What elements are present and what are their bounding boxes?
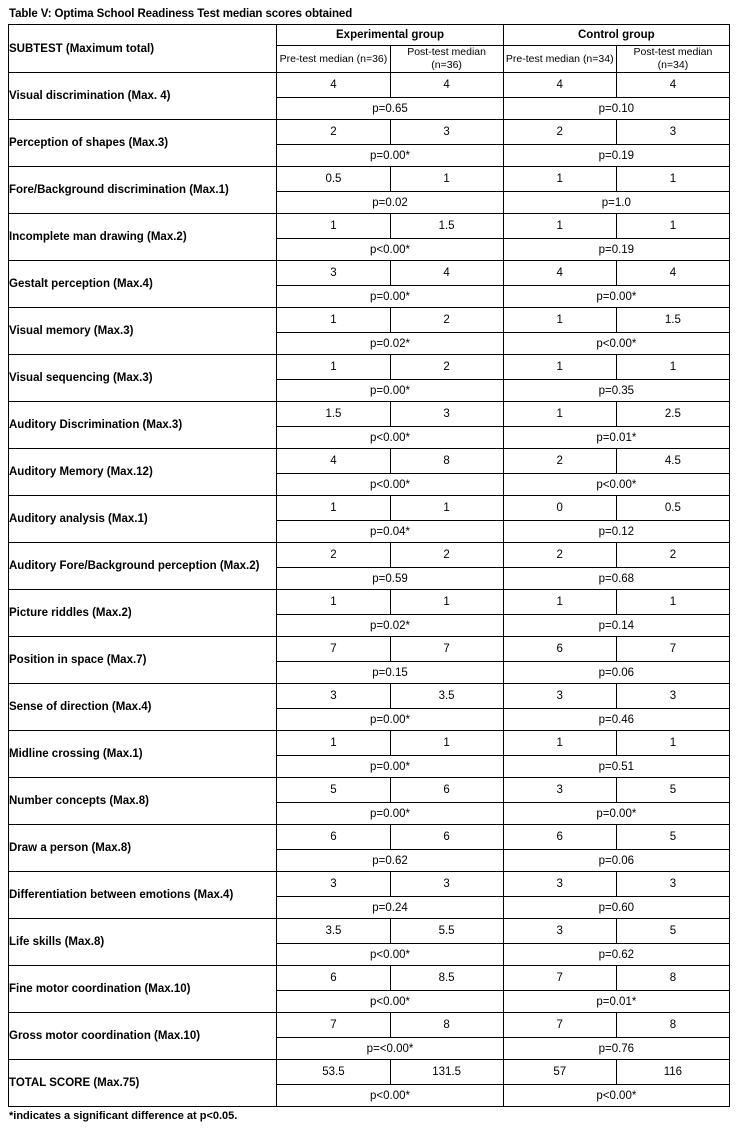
cell-ctrl-pvalue: p=0.76 (503, 1038, 729, 1060)
cell-ctrl-pretest: 2 (503, 449, 616, 474)
cell-exp-pretest: 7 (277, 637, 390, 662)
table-row (9, 919, 730, 944)
cell-exp-posttest: 1 (390, 167, 503, 192)
table-row (9, 120, 730, 145)
cell-ctrl-posttest: 8 (616, 966, 729, 991)
cell-exp-pretest: 3 (277, 684, 390, 709)
cell-ctrl-pvalue: p<0.00* (503, 474, 729, 496)
cell-exp-pvalue: p=0.02 (277, 192, 503, 214)
row-subtest-label: Gross motor coordination (Max.10) (9, 1013, 277, 1060)
cell-ctrl-posttest: 1 (616, 731, 729, 756)
table-body (9, 73, 730, 1107)
cell-ctrl-posttest: 3 (616, 872, 729, 897)
cell-exp-pvalue: p=0.59 (277, 568, 503, 590)
row-subtest-label: Auditory Memory (Max.12) (9, 449, 277, 496)
cell-exp-posttest: 3.5 (390, 684, 503, 709)
row-subtest-label: Visual memory (Max.3) (9, 308, 277, 355)
table-row (9, 496, 730, 521)
cell-exp-pretest: 1 (277, 308, 390, 333)
cell-ctrl-pretest: 7 (503, 966, 616, 991)
cell-ctrl-posttest: 1 (616, 355, 729, 380)
table-row (9, 1060, 730, 1085)
table-row (9, 308, 730, 333)
cell-ctrl-pvalue: p=0.12 (503, 521, 729, 543)
table-row (9, 731, 730, 756)
table-row (9, 73, 730, 98)
cell-exp-pretest: 1.5 (277, 402, 390, 427)
table-row (9, 684, 730, 709)
table-row (9, 167, 730, 192)
row-subtest-label: Picture riddles (Max.2) (9, 590, 277, 637)
cell-exp-posttest: 131.5 (390, 1060, 503, 1085)
cell-ctrl-pvalue: p=0.62 (503, 944, 729, 966)
header-exp-posttest: Post-test median (n=36) (390, 46, 503, 73)
row-subtest-label: Draw a person (Max.8) (9, 825, 277, 872)
cell-exp-pvalue: p=0.00* (277, 709, 503, 731)
cell-exp-pvalue: p=0.00* (277, 803, 503, 825)
header-row-groups (9, 25, 730, 46)
row-subtest-label: TOTAL SCORE (Max.75) (9, 1060, 277, 1107)
cell-ctrl-pretest: 6 (503, 637, 616, 662)
cell-ctrl-pvalue: p=0.35 (503, 380, 729, 402)
cell-exp-pvalue: p<0.00* (277, 474, 503, 496)
cell-exp-posttest: 8 (390, 1013, 503, 1038)
cell-exp-posttest: 2 (390, 543, 503, 568)
table-row (9, 966, 730, 991)
row-subtest-label: Auditory Discrimination (Max.3) (9, 402, 277, 449)
row-subtest-label: Auditory analysis (Max.1) (9, 496, 277, 543)
cell-exp-pvalue: p<0.00* (277, 239, 503, 261)
cell-ctrl-pretest: 1 (503, 731, 616, 756)
cell-exp-posttest: 8 (390, 449, 503, 474)
cell-exp-pvalue: p=0.65 (277, 98, 503, 120)
cell-exp-pretest: 1 (277, 355, 390, 380)
cell-ctrl-pvalue: p=0.00* (503, 803, 729, 825)
cell-ctrl-pretest: 1 (503, 167, 616, 192)
cell-exp-pvalue: p<0.00* (277, 427, 503, 449)
cell-exp-pvalue: p=0.00* (277, 145, 503, 167)
cell-ctrl-pretest: 3 (503, 684, 616, 709)
cell-ctrl-posttest: 1.5 (616, 308, 729, 333)
cell-ctrl-posttest: 7 (616, 637, 729, 662)
cell-exp-pretest: 1 (277, 590, 390, 615)
cell-exp-pvalue: p=0.15 (277, 662, 503, 684)
cell-exp-pretest: 0.5 (277, 167, 390, 192)
cell-ctrl-posttest: 4.5 (616, 449, 729, 474)
cell-exp-pretest: 3 (277, 872, 390, 897)
cell-exp-posttest: 2 (390, 355, 503, 380)
cell-exp-pretest: 2 (277, 120, 390, 145)
cell-ctrl-pvalue: p=0.68 (503, 568, 729, 590)
cell-ctrl-pvalue: p=1.0 (503, 192, 729, 214)
cell-ctrl-pvalue: p=0.14 (503, 615, 729, 637)
readiness-score-table (8, 24, 730, 1107)
row-subtest-label: Number concepts (Max.8) (9, 778, 277, 825)
table-row (9, 778, 730, 803)
cell-exp-posttest: 1 (390, 731, 503, 756)
cell-ctrl-pretest: 3 (503, 872, 616, 897)
cell-ctrl-posttest: 1 (616, 590, 729, 615)
cell-ctrl-pvalue: p=0.06 (503, 850, 729, 872)
cell-exp-pvalue: p=0.00* (277, 286, 503, 308)
cell-exp-pvalue: p=0.04* (277, 521, 503, 543)
cell-ctrl-pvalue: p=0.10 (503, 98, 729, 120)
row-subtest-label: Midline crossing (Max.1) (9, 731, 277, 778)
table-row (9, 355, 730, 380)
cell-ctrl-posttest: 1 (616, 214, 729, 239)
cell-exp-pvalue: p=0.00* (277, 756, 503, 778)
table-row (9, 872, 730, 897)
cell-exp-posttest: 7 (390, 637, 503, 662)
table-row (9, 449, 730, 474)
cell-ctrl-posttest: 3 (616, 120, 729, 145)
cell-ctrl-pretest: 3 (503, 919, 616, 944)
cell-ctrl-posttest: 5 (616, 919, 729, 944)
cell-exp-posttest: 1.5 (390, 214, 503, 239)
table-row (9, 637, 730, 662)
cell-exp-posttest: 4 (390, 261, 503, 286)
table-header (9, 25, 730, 73)
cell-exp-pvalue: p=0.02* (277, 615, 503, 637)
cell-ctrl-pretest: 4 (503, 261, 616, 286)
row-subtest-label: Fine motor coordination (Max.10) (9, 966, 277, 1013)
cell-exp-pretest: 1 (277, 214, 390, 239)
cell-ctrl-pvalue: p=0.60 (503, 897, 729, 919)
cell-exp-posttest: 2 (390, 308, 503, 333)
row-subtest-label: Position in space (Max.7) (9, 637, 277, 684)
row-subtest-label: Incomplete man drawing (Max.2) (9, 214, 277, 261)
cell-ctrl-pretest: 0 (503, 496, 616, 521)
cell-exp-pretest: 1 (277, 496, 390, 521)
cell-ctrl-posttest: 8 (616, 1013, 729, 1038)
cell-ctrl-posttest: 2.5 (616, 402, 729, 427)
cell-exp-posttest: 5.5 (390, 919, 503, 944)
cell-exp-pvalue: p<0.00* (277, 1085, 503, 1107)
cell-ctrl-pvalue: p=0.19 (503, 145, 729, 167)
cell-ctrl-pretest: 1 (503, 355, 616, 380)
cell-exp-pretest: 7 (277, 1013, 390, 1038)
cell-ctrl-posttest: 4 (616, 73, 729, 98)
row-subtest-label: Visual discrimination (Max. 4) (9, 73, 277, 120)
cell-exp-pretest: 3 (277, 261, 390, 286)
cell-ctrl-posttest: 1 (616, 167, 729, 192)
table-row (9, 402, 730, 427)
cell-ctrl-pvalue: p=0.06 (503, 662, 729, 684)
cell-ctrl-pretest: 6 (503, 825, 616, 850)
cell-ctrl-pretest: 2 (503, 120, 616, 145)
cell-exp-posttest: 3 (390, 120, 503, 145)
cell-ctrl-pretest: 2 (503, 543, 616, 568)
table-row (9, 1013, 730, 1038)
row-subtest-label: Sense of direction (Max.4) (9, 684, 277, 731)
row-subtest-label: Perception of shapes (Max.3) (9, 120, 277, 167)
cell-exp-pvalue: p=0.62 (277, 850, 503, 872)
cell-ctrl-posttest: 5 (616, 825, 729, 850)
cell-ctrl-pretest: 4 (503, 73, 616, 98)
table-row (9, 543, 730, 568)
cell-exp-pretest: 1 (277, 731, 390, 756)
row-subtest-label: Differentiation between emotions (Max.4) (9, 872, 277, 919)
cell-exp-pretest: 53.5 (277, 1060, 390, 1085)
cell-exp-posttest: 3 (390, 402, 503, 427)
cell-ctrl-posttest: 0.5 (616, 496, 729, 521)
cell-exp-pvalue: p<0.00* (277, 991, 503, 1013)
header-control-group: Control group (503, 25, 729, 46)
cell-ctrl-pvalue: p=0.46 (503, 709, 729, 731)
header-experimental-group: Experimental group (277, 25, 503, 46)
cell-ctrl-pvalue: p=0.00* (503, 286, 729, 308)
cell-exp-pretest: 4 (277, 73, 390, 98)
cell-ctrl-pvalue: p=0.51 (503, 756, 729, 778)
cell-exp-pretest: 6 (277, 825, 390, 850)
cell-ctrl-posttest: 5 (616, 778, 729, 803)
header-ctrl-pretest: Pre-test median (n=34) (503, 46, 616, 73)
cell-ctrl-posttest: 3 (616, 684, 729, 709)
cell-ctrl-pretest: 1 (503, 402, 616, 427)
cell-exp-pvalue: p<0.00* (277, 944, 503, 966)
table-caption: Table V: Optima School Readiness Test median scores obtained (9, 8, 353, 20)
table-row (9, 590, 730, 615)
row-subtest-label: Gestalt perception (Max.4) (9, 261, 277, 308)
cell-ctrl-pvalue: p<0.00* (503, 1085, 729, 1107)
cell-exp-posttest: 6 (390, 825, 503, 850)
cell-exp-posttest: 8.5 (390, 966, 503, 991)
table-row (9, 825, 730, 850)
cell-ctrl-pretest: 1 (503, 308, 616, 333)
cell-ctrl-posttest: 116 (616, 1060, 729, 1085)
cell-ctrl-pvalue: p=0.01* (503, 427, 729, 449)
cell-exp-pretest: 3.5 (277, 919, 390, 944)
table-row (9, 214, 730, 239)
cell-exp-pretest: 4 (277, 449, 390, 474)
cell-exp-pvalue: p=<0.00* (277, 1038, 503, 1060)
cell-exp-posttest: 1 (390, 496, 503, 521)
cell-ctrl-posttest: 4 (616, 261, 729, 286)
cell-ctrl-pretest: 57 (503, 1060, 616, 1085)
cell-exp-posttest: 3 (390, 872, 503, 897)
cell-ctrl-pvalue: p=0.01* (503, 991, 729, 1013)
cell-exp-posttest: 4 (390, 73, 503, 98)
cell-ctrl-pretest: 1 (503, 590, 616, 615)
cell-exp-pvalue: p=0.24 (277, 897, 503, 919)
cell-ctrl-pretest: 3 (503, 778, 616, 803)
cell-ctrl-posttest: 2 (616, 543, 729, 568)
cell-ctrl-pretest: 1 (503, 214, 616, 239)
cell-exp-posttest: 6 (390, 778, 503, 803)
table-row (9, 261, 730, 286)
cell-ctrl-pvalue: p<0.00* (503, 333, 729, 355)
cell-exp-posttest: 1 (390, 590, 503, 615)
row-subtest-label: Fore/Background discrimination (Max.1) (9, 167, 277, 214)
cell-ctrl-pretest: 7 (503, 1013, 616, 1038)
cell-exp-pvalue: p=0.00* (277, 380, 503, 402)
row-subtest-label: Auditory Fore/Background perception (Max.2) (9, 543, 277, 590)
cell-exp-pvalue: p=0.02* (277, 333, 503, 355)
header-ctrl-posttest: Post-test median (n=34) (616, 46, 729, 73)
row-subtest-label: Visual sequencing (Max.3) (9, 355, 277, 402)
cell-exp-pretest: 2 (277, 543, 390, 568)
cell-exp-pretest: 5 (277, 778, 390, 803)
header-exp-pretest: Pre-test median (n=36) (277, 46, 390, 73)
header-subtest: SUBTEST (Maximum total) (9, 25, 277, 73)
row-subtest-label: Life skills (Max.8) (9, 919, 277, 966)
cell-ctrl-pvalue: p=0.19 (503, 239, 729, 261)
table-footnote: *indicates a significant difference at p<0.05. (9, 1110, 238, 1122)
cell-exp-pretest: 6 (277, 966, 390, 991)
